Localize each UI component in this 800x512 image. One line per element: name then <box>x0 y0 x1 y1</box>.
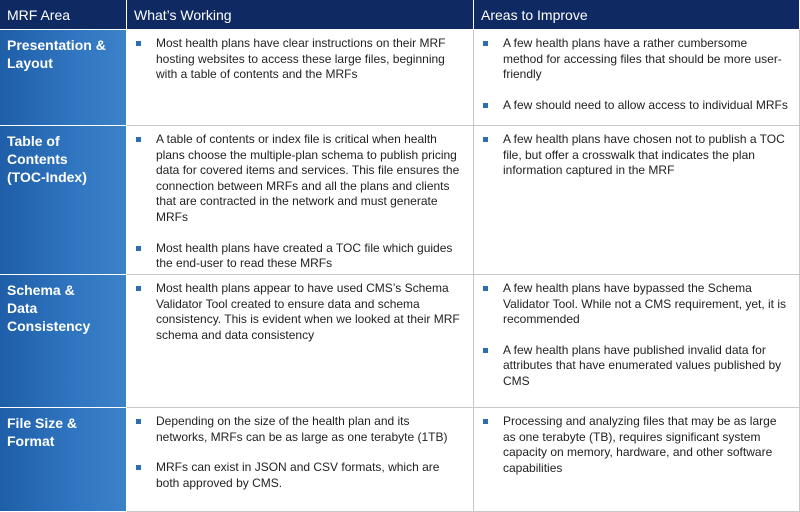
row-label-file-size-format: File Size & Format <box>0 408 127 512</box>
working-cell-file-size <box>127 408 474 512</box>
row-label-table-of-contents: Table of Contents (TOC-Index) <box>0 126 127 275</box>
improve-bullet: A few should need to allow access to individual MRFs <box>481 98 789 114</box>
working-bullet: Most health plans have created a TOC file which guides the end-user to read these MRFs <box>134 241 463 272</box>
improve-cell-toc <box>474 126 800 275</box>
working-bullet: A table of contents or index file is critical when health plans choose the multiple-plan schema to publish pricing data for covered items and services. This file ensures the connection between MRFs and all the plans and clients that are contracted in the network and must generate MRFs <box>134 132 463 226</box>
improve-bullet: A few health plans have chosen not to publish a TOC file, but offer a crosswalk that indicates the plan information captured in the MRF <box>481 132 789 179</box>
header-mrf-area: MRF Area <box>0 0 127 30</box>
improve-bullet: Processing and analyzing files that may be as large as one terabyte (TB), requires significant system capacity on memory, hardware, and other software capabilities <box>481 414 789 476</box>
row-label-schema-data-consistency: Schema & Data Consistency <box>0 275 127 408</box>
working-cell-toc <box>127 126 474 275</box>
row-label-presentation-layout: Presentation & Layout <box>0 30 127 126</box>
working-cell-schema <box>127 275 474 408</box>
improve-cell-file-size <box>474 408 800 512</box>
working-bullet: Depending on the size of the health plan and its networks, MRFs can be as large as one terabyte (1TB) <box>134 414 463 445</box>
working-cell-presentation <box>127 30 474 126</box>
improve-bullet: A few health plans have published invalid data for attributes that have enumerated values published by CMS <box>481 343 789 390</box>
working-bullet: Most health plans appear to have used CMS’s Schema Validator Tool created to ensure data and schema consistency. This is evident when we looked at their MRF schema and data consistency <box>134 281 463 343</box>
improve-bullet: A few health plans have a rather cumbersome method for accessing files that should be more user-friendly <box>481 36 789 83</box>
improve-cell-presentation <box>474 30 800 126</box>
header-areas-to-improve: Areas to Improve <box>474 0 800 30</box>
header-whats-working: What’s Working <box>127 0 474 30</box>
working-bullet: Most health plans have clear instructions on their MRF hosting websites to access these large files, beginning with a table of contents and the MRFs <box>134 36 463 83</box>
working-bullet: MRFs can exist in JSON and CSV formats, which are both approved by CMS. <box>134 460 463 491</box>
improve-cell-schema <box>474 275 800 408</box>
improve-bullet: A few health plans have bypassed the Schema Validator Tool. While not a CMS requirement, yet, it is recommended <box>481 281 789 328</box>
